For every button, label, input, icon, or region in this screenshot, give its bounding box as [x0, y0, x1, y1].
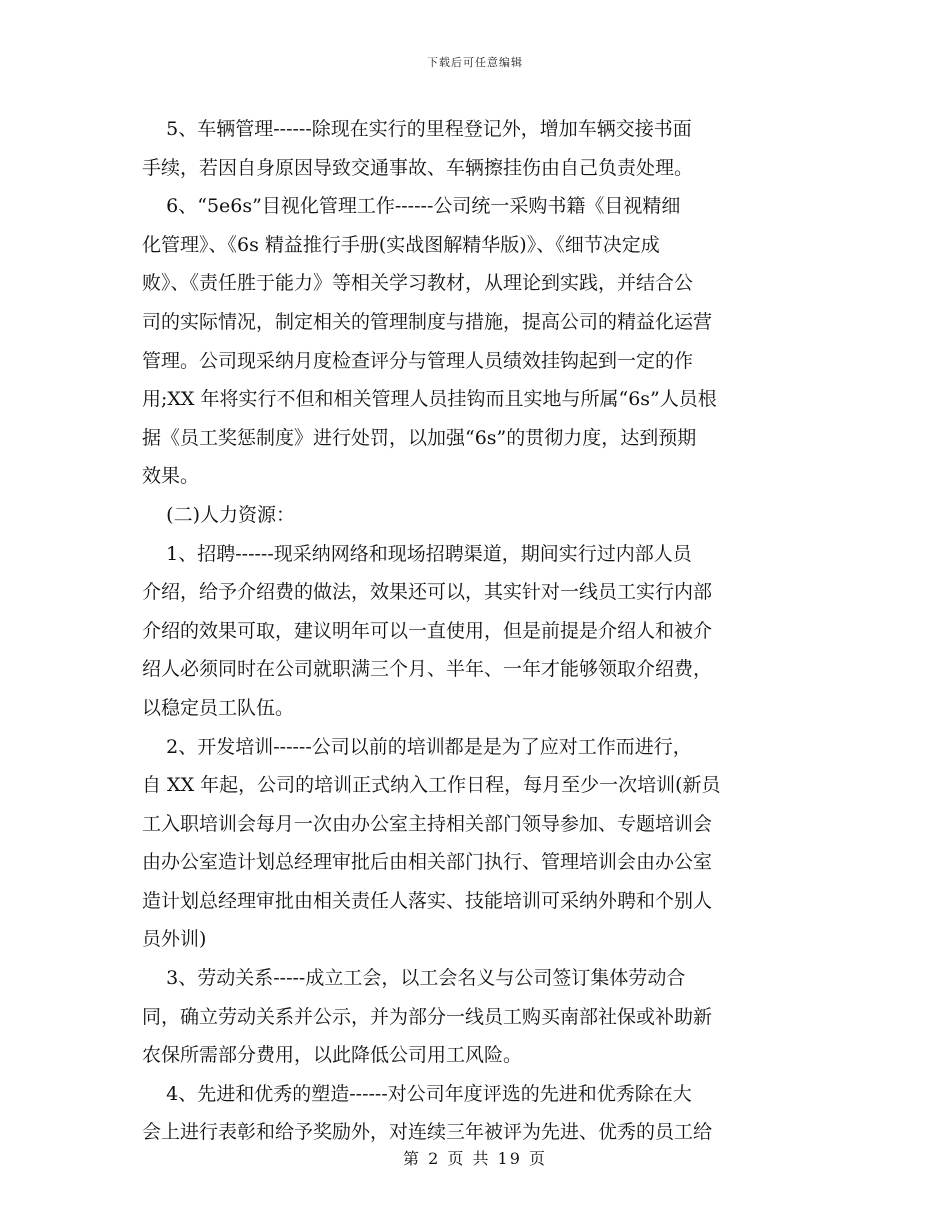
text-line: 管理。公司现采纳月度检查评分与管理人员绩效挂钩起到一定的作 [142, 349, 694, 372]
text-line: 造计划总经理审批由相关责任人落实、技能培训可采纳外聘和个别人 [142, 889, 713, 912]
text-line: 6、“5e6s”目视化管理工作------公司统一采购书籍《目视精细 [142, 195, 681, 218]
text-line: 用;XX 年将实行不但和相关管理人员挂钩而且实地与所属“6s”人员根 [142, 388, 717, 411]
text-line: 化管理》、《6s 精益推行手册(实战图解精华版)》、《细节决定成 [142, 233, 660, 256]
section-heading: (二)人力资源： [142, 503, 295, 526]
page-number-footer: 第 2 页 共 19 页 [403, 1149, 547, 1168]
text-line: 2、开发培训------公司以前的培训都是是为了应对工作而进行， [142, 735, 692, 758]
text-line: 3、劳动关系-----成立工会，以工会名义与公司签订集体劳动合 [142, 967, 686, 990]
text-line: 效果。 [142, 465, 200, 488]
document-body [142, 110, 812, 1152]
text-line: 手续，若因自身原因导致交通事故、车辆擦挂伤由自己负责处理。 [142, 156, 694, 179]
text-line: 据《员工奖惩制度》进行处罚，以加强“6s”的贯彻力度，达到预期 [142, 426, 697, 449]
page-header-note: 下载后可任意编辑 [427, 56, 523, 69]
text-line: 员外训) [142, 928, 207, 951]
text-line: 介绍，给予介绍费的做法，效果还可以，其实针对一线员工实行内部 [142, 581, 713, 604]
text-line: 农保所需部分费用，以此降低公司用工风险。 [142, 1044, 523, 1067]
text-line: 败》、《责任胜于能力》等相关学习教材，从理论到实践，并结合公 [142, 272, 694, 295]
text-line: 会上进行表彰和给予奖励外，对连续三年被评为先进、优秀的员工给 [142, 1121, 713, 1144]
text-line: 5、车辆管理------除现在实行的里程登记外，增加车辆交接书面 [142, 118, 692, 140]
text-line: 司的实际情况，制定相关的管理制度与措施，提高公司的精益化运营 [142, 310, 713, 333]
text-line: 由办公室造计划总经理审批后由相关部门执行、管理培训会由办公室 [142, 851, 713, 874]
text-line: 自 XX 年起，公司的培训正式纳入工作日程，每月至少一次培训(新员 [142, 774, 721, 797]
text-line: 工入职培训会每月一次由办公室主持相关部门领导参加、专题培训会 [142, 812, 713, 835]
text-line: 同，确立劳动关系并公示，并为部分一线员工购买南部社保或补助新 [142, 1005, 713, 1028]
text-line: 绍人必须同时在公司就职满三个月、半年、一年才能够领取介绍费， [142, 658, 713, 681]
text-line: 4、先进和优秀的塑造------对公司年度评选的先进和优秀除在大 [142, 1082, 692, 1105]
text-line: 1、招聘------现采纳网络和现场招聘渠道，期间实行过内部人员 [142, 542, 692, 565]
text-line: 介绍的效果可取，建议明年可以一直使用，但是前提是介绍人和被介 [142, 619, 713, 642]
text-line: 以稳定员工队伍。 [142, 696, 295, 719]
